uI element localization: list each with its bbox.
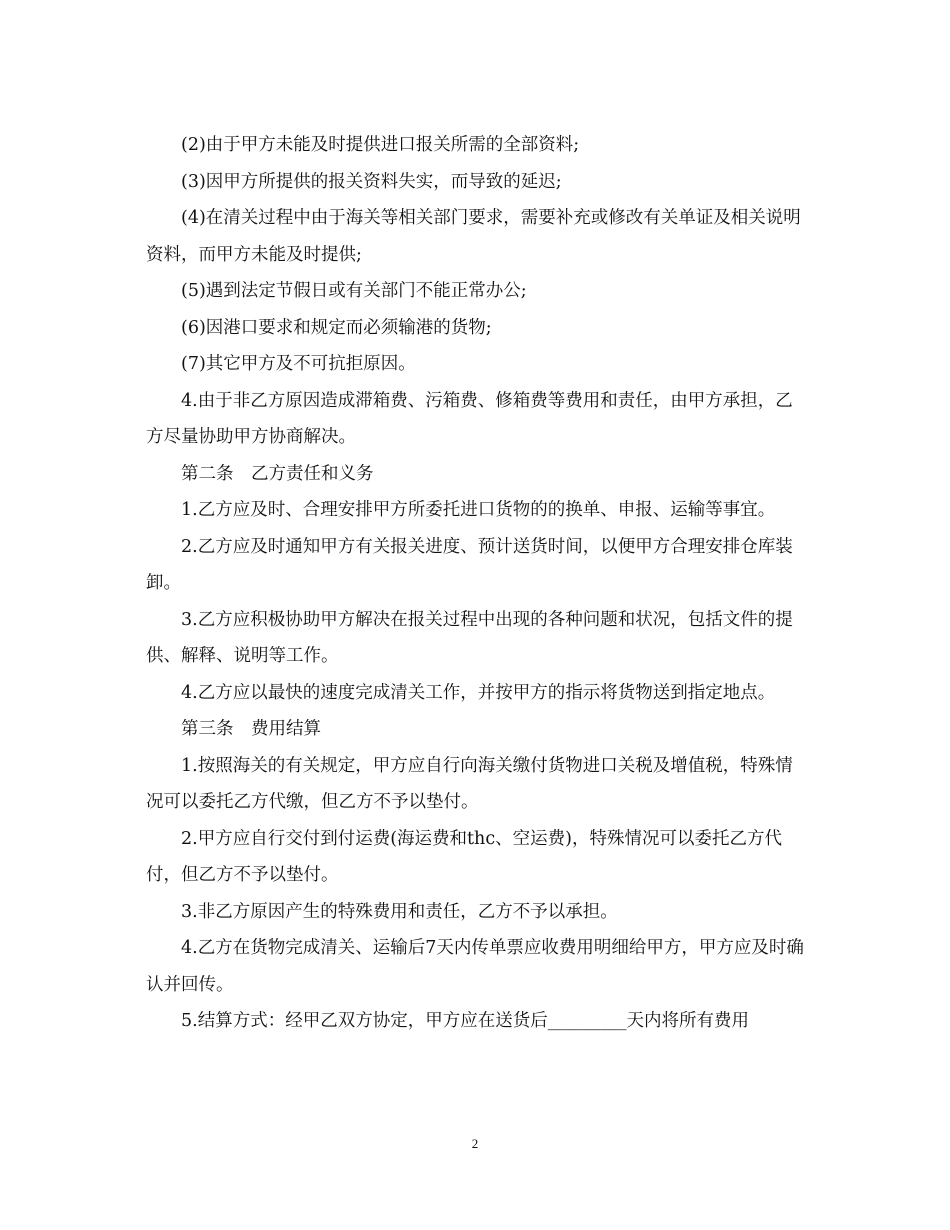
- clause-item-7: (7)其它甲方及不可抗拒原因。: [181, 354, 416, 374]
- document-body: [146, 127, 806, 1040]
- clause-item-2: (2)由于甲方未能及时提供进口报关所需的全部资料;: [181, 135, 580, 155]
- clause-item-5: (5)遇到法定节假日或有关部门不能正常办公;: [181, 281, 527, 301]
- clause-item-3: (3)因甲方所提供的报关资料失实，而导致的延迟;: [181, 171, 562, 192]
- article-2-clause-3: 3.乙方应积极协助甲方解决在报关过程中出现的各种问题和状况，包括文件的提供、解释、说明等工作。: [146, 609, 793, 666]
- article-3-clause-2: 2.甲方应自行交付到付运费(海运费和thc、空运费)，特殊情况可以委托乙方代付，但乙方不予以垫付。: [146, 828, 782, 885]
- article-3-clause-4: 4.乙方在货物完成清关、运输后7天内传单票应收费用明细给甲方，甲方应及时确认并回传。: [146, 938, 804, 995]
- article-2-clause-4: 4.乙方应以最快的速度完成清关工作，并按甲方的指示将货物送到指定地点。: [181, 682, 776, 703]
- article-3-heading: 第三条 费用结算: [181, 719, 321, 739]
- article-3-clause-5: 5.结算方式：经甲乙双方协定，甲方应在送货后_________天内将所有费用: [181, 1011, 749, 1031]
- clause-4-fees: 4.由于非乙方原因造成滞箱费、污箱费、修箱费等费用和责任，由甲方承担，乙方尽量协助甲方协商解决。: [146, 390, 793, 447]
- article-2-heading: 第二条 乙方责任和义务: [181, 463, 374, 484]
- article-3-clause-3: 3.非乙方原因产生的特殊费用和责任，乙方不予以承担。: [181, 901, 618, 922]
- article-3-clause-1: 1.按照海关的有关规定，甲方应自行向海关缴付货物进口关税及增值税，特殊情况可以委托乙方代缴，但乙方不予以垫付。: [146, 755, 793, 812]
- page-number: 2: [471, 1136, 479, 1151]
- article-2-clause-2: 2.乙方应及时通知甲方有关报关进度、预计送货时间，以便甲方合理安排仓库装卸。: [146, 536, 793, 593]
- clause-item-6: (6)因港口要求和规定而必须输港的货物;: [181, 317, 492, 338]
- clause-item-4: (4)在清关过程中由于海关等相关部门要求，需要补充或修改有关单证及相关说明资料，而甲方未能及时提供;: [146, 208, 801, 265]
- article-2-clause-1: 1.乙方应及时、合理安排甲方所委托进口货物的的换单、申报、运输等事宜。: [181, 500, 776, 520]
